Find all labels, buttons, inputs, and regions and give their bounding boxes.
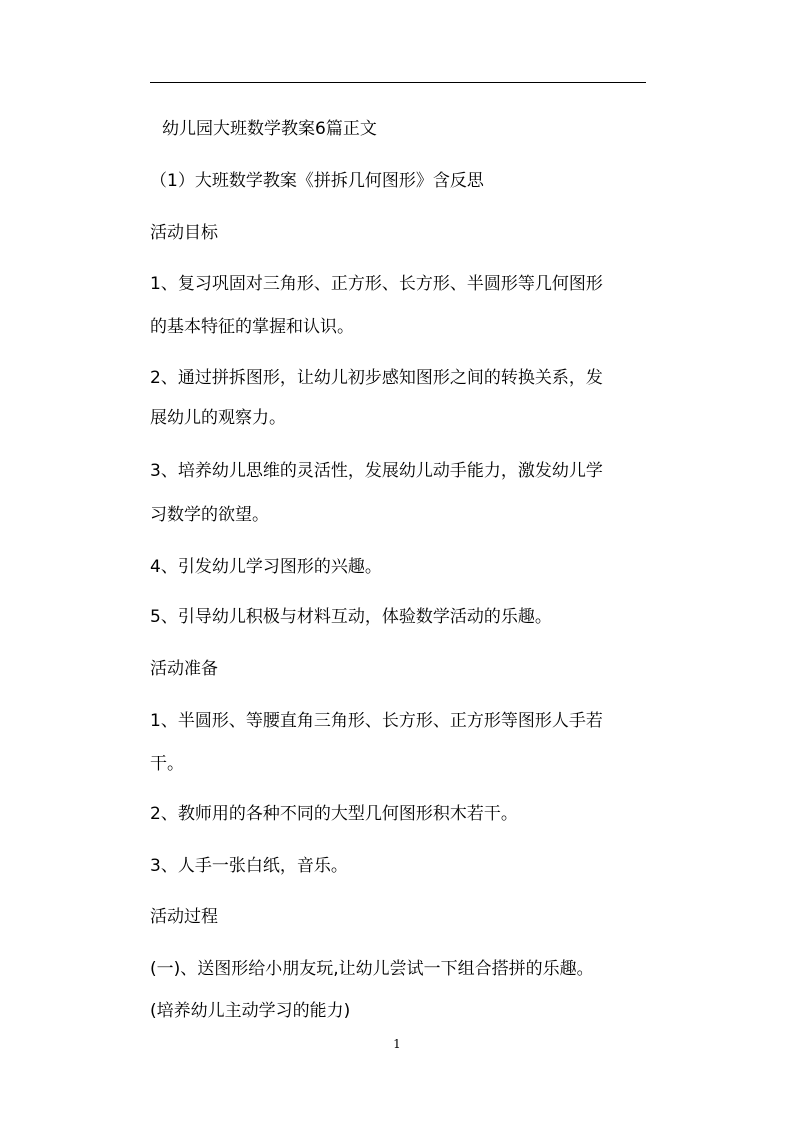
- process-line: (培养幼儿主动学习的能力): [150, 1001, 351, 1021]
- goal-line: 习数学的欲望。: [150, 505, 269, 525]
- prep-line: 3、人手一张白纸，音乐。: [150, 856, 348, 876]
- heading-process: 活动过程: [150, 907, 218, 927]
- goal-line: 2、通过拼拆图形，让幼儿初步感知图形之间的转换关系，发: [150, 368, 603, 388]
- prep-line: 干。: [150, 754, 184, 774]
- goal-line: 1、复习巩固对三角形、正方形、长方形、半圆形等几何图形: [150, 274, 603, 294]
- process-line: (一)、送图形给小朋友玩,让幼儿尝试一下组合搭拼的乐趣。: [150, 959, 594, 979]
- goal-line: 4、引发幼儿学习图形的兴趣。: [150, 557, 382, 577]
- document-title: 幼儿园大班数学教案6篇正文: [162, 119, 377, 139]
- goal-line: 的基本特征的掌握和认识。: [150, 317, 354, 337]
- page-number: 1: [393, 1037, 401, 1051]
- lesson-title: （1）大班数学教案《拼拆几何图形》含反思: [150, 171, 484, 191]
- heading-goals: 活动目标: [150, 223, 218, 243]
- goal-line: 展幼儿的观察力。: [150, 408, 286, 428]
- header-rule: [150, 82, 646, 83]
- prep-line: 1、半圆形、等腰直角三角形、长方形、正方形等图形人手若: [150, 711, 603, 731]
- goal-line: 5、引导幼儿积极与材料互动，体验数学活动的乐趣。: [150, 607, 552, 627]
- goal-line: 3、培养幼儿思维的灵活性，发展幼儿动手能力，激发幼儿学: [150, 461, 603, 481]
- prep-line: 2、教师用的各种不同的大型几何图形积木若干。: [150, 804, 518, 824]
- heading-prep: 活动准备: [150, 659, 218, 679]
